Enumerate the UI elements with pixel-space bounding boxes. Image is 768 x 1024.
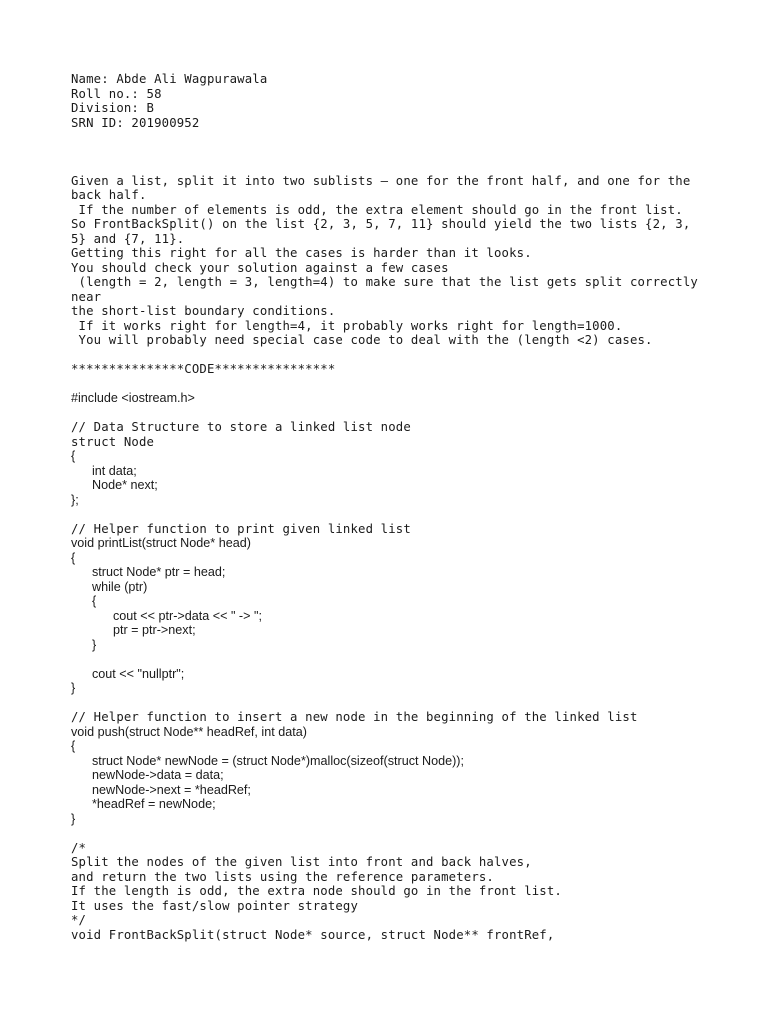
division: Division: B	[71, 101, 155, 115]
srn-id: SRN ID: 201900952	[71, 115, 200, 130]
problem-line: Given a list, split it into two sublists — one for the front half, and one for the	[71, 173, 691, 188]
problem-line: If it works right for length=4, it probably works right for length=1000.	[71, 318, 623, 333]
spacer	[71, 406, 711, 421]
spacer	[71, 377, 711, 392]
problem-statement	[71, 174, 711, 348]
problem-line: So FrontBackSplit() on the list {2, 3, 5, 7, 11} should yield the two lists {2, 3,	[71, 217, 691, 231]
spacer	[71, 507, 711, 522]
code-comment: // Helper function to insert a new node in the beginning of the linked list	[71, 710, 638, 724]
code-comment: */	[71, 913, 87, 927]
problem-line: back half.	[71, 188, 147, 202]
code-comment: and return the two lists using the reference parameters.	[71, 869, 494, 884]
code-line: {	[71, 594, 97, 608]
spacer	[71, 348, 711, 363]
code-line: void push(struct Node** headRef, int data)	[71, 724, 307, 739]
code-line: struct Node* ptr = head;	[71, 565, 226, 579]
code-comment: It uses the fast/slow pointer strategy	[71, 898, 359, 913]
student-name: Name: Abde Ali Wagpurawala	[71, 72, 268, 86]
code-line: void FrontBackSplit(struct Node* source, struct Node** frontRef,	[71, 927, 555, 942]
code-comment: // Helper function to print given linked list	[71, 521, 411, 536]
document-page	[71, 72, 711, 942]
code-line: cout << ptr->data << " -> ";	[71, 608, 262, 623]
problem-line: 5} and {7, 11}.	[71, 231, 185, 246]
code-comment: // Data Structure to store a linked list node	[71, 420, 411, 434]
spacer	[71, 130, 711, 145]
spacer	[71, 652, 711, 667]
code-line: int data;	[71, 463, 137, 478]
problem-line: the short-list boundary conditions.	[71, 304, 336, 318]
code-line: Node* next;	[71, 478, 158, 492]
code-banner: ***************CODE****************	[71, 362, 336, 376]
code-line: }	[71, 811, 76, 826]
spacer	[71, 159, 711, 174]
code-comment: Split the nodes of the given list into front and back halves,	[71, 855, 532, 869]
code-line: newNode->data = data;	[71, 768, 224, 782]
code-line: }	[71, 637, 97, 652]
code-block	[71, 391, 711, 942]
code-line: void printList(struct Node* head)	[71, 536, 251, 550]
problem-line: If the number of elements is odd, the extra element should go in the front list.	[71, 202, 683, 217]
code-line: struct Node	[71, 434, 155, 449]
problem-line: You will probably need special case code to deal with the (length <2) cases.	[71, 333, 653, 347]
problem-line: Getting this right for all the cases is harder than it looks.	[71, 246, 532, 260]
code-line: {	[71, 550, 76, 565]
code-line: cout << "nullptr";	[71, 666, 185, 681]
roll-number: Roll no.: 58	[71, 86, 162, 101]
code-line: {	[71, 449, 76, 463]
code-line: #include <iostream.h>	[71, 391, 195, 405]
code-line: {	[71, 739, 76, 753]
problem-line: You should check your solution against a few cases	[71, 260, 449, 275]
code-comment: /*	[71, 840, 87, 855]
code-line: struct Node* newNode = (struct Node*)malloc(sizeof(struct Node));	[71, 753, 464, 768]
spacer	[71, 696, 711, 711]
code-line: while (ptr)	[71, 579, 148, 594]
code-line: }	[71, 681, 76, 695]
problem-line: near	[71, 289, 102, 304]
code-line: };	[71, 492, 79, 507]
code-line: *headRef = newNode;	[71, 797, 216, 811]
code-line: ptr = ptr->next;	[71, 623, 196, 637]
spacer	[71, 826, 711, 841]
code-line: newNode->next = *headRef;	[71, 782, 251, 797]
code-comment: If the length is odd, the extra node should go in the front list.	[71, 884, 562, 898]
problem-line: (length = 2, length = 3, length=4) to make sure that the list gets split correctly	[71, 275, 698, 289]
spacer	[71, 145, 711, 160]
